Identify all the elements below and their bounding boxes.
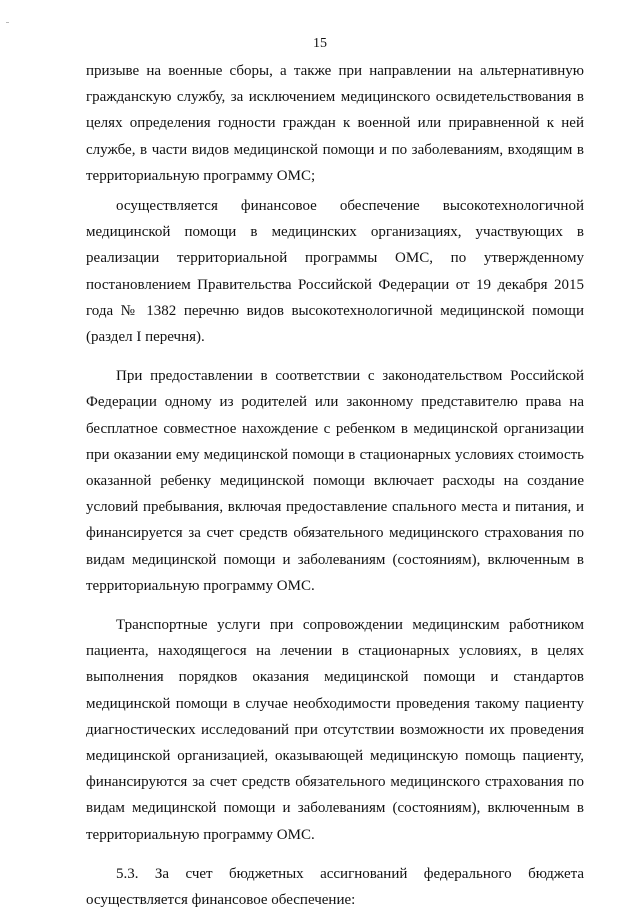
paragraph-section-5-3: 5.3. За счет бюджетных ассигнований федерального бюджета осуществляется финансовое обеспечение:	[86, 865, 584, 909]
paragraph-transport-services: Транспортные услуги при сопровождении медицинским работником пациента, находящегося на лечении в стационарных условиях, в целях выполнения порядков оказания медицинской помощи и стандартов медицинской помощи в случае необходимости проведения такому пациенту диагностических исследований при отсутствии возможности их проведения медицинской организацией, оказывающей медицинскую помощь пациенту, финансируются за счет средств обязательного медицинского страхования по видам медицинской помощи и заболеваниям (состояниям), включенным в территориальную программу ОМС.	[86, 617, 584, 843]
page-number: 15	[313, 36, 327, 51]
document-body	[86, 58, 584, 913]
paragraph-high-tech-care: осуществляется финансовое обеспечение высокотехнологичной медицинской помощи в медицинских организациях, участвующих в реализации территориальной программы ОМС, по утвержденному постановлением Правительства Российской Федерации от 19 декабря 2015 года № 1382 перечню видов высокотехнологичной медицинской помощи (раздел I перечня).	[86, 198, 584, 346]
paragraph-continuation: призыве на военные сборы, а также при направлении на альтернативную гражданскую службу, за исключением медицинского освидетельствования в целях определения годности граждан к военной или приравненной к ней службе, в части видов медицинской помощи и по заболеваниям, входящим в территориальную программу ОМС;	[86, 63, 584, 184]
paragraph-parent-stay: При предоставлении в соответствии с законодательством Российской Федерации одному из родителей или законному представителю права на бесплатное совместное нахождение с ребенком в медицинской организации при оказании ему медицинской помощи в стационарных условиях стоимость оказанной ребенку медицинской помощи включает расходы на создание условий пребывания, включая предоставление спального места и питания, и финансируется за счет средств обязательного медицинского страхования по видам медицинской помощи и заболеваниям (состояниям), включенным в территориальную программу ОМС.	[86, 368, 584, 594]
scan-edge-mark	[6, 22, 9, 23]
